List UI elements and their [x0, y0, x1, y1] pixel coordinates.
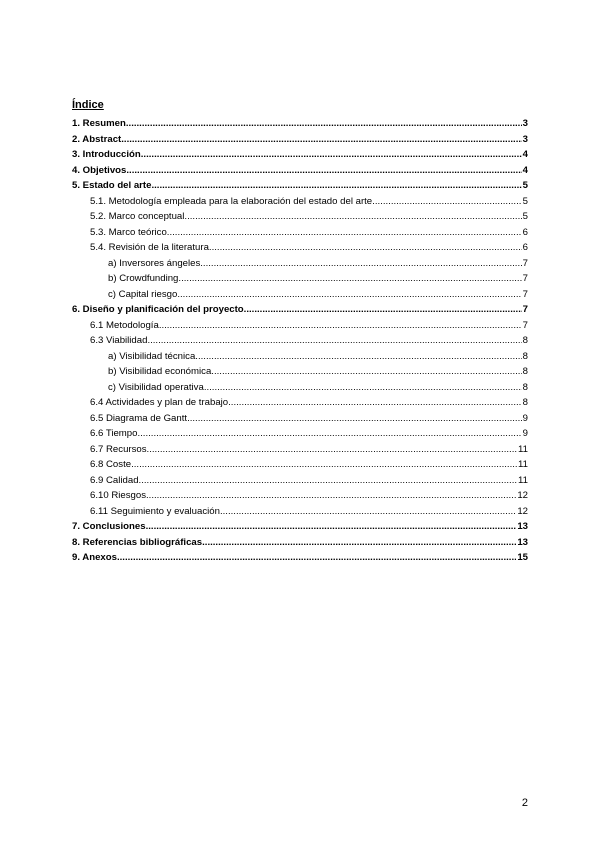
- toc-entry[interactable]: [72, 490, 528, 506]
- toc-entry-label: 6.8 Coste: [90, 459, 132, 470]
- toc-entry[interactable]: [72, 180, 528, 196]
- toc-leader-dots: [200, 258, 521, 269]
- toc-leader-dots: [228, 397, 522, 408]
- toc-leader-dots: [137, 428, 521, 439]
- toc-leader-dots: [220, 506, 516, 517]
- toc-entry[interactable]: [72, 506, 528, 522]
- toc-entry-page: 7: [522, 288, 528, 300]
- toc-entry-page: 5: [522, 211, 528, 222]
- toc-leader-dots: [147, 444, 518, 455]
- toc-leader-dots: [151, 180, 521, 191]
- toc-leader-dots: [177, 289, 521, 300]
- toc-entry[interactable]: [72, 289, 528, 305]
- toc-entry-page: 12: [517, 490, 528, 501]
- toc-entry-page: 8: [522, 366, 528, 377]
- toc-entry-label: 8. Referencias bibliográficas: [72, 536, 203, 548]
- toc-entry[interactable]: [72, 397, 528, 413]
- toc-entry-page: 12: [517, 505, 528, 517]
- toc-entry[interactable]: [72, 475, 528, 491]
- toc-entry-label: b) Visibilidad económica: [108, 366, 212, 377]
- toc-entry-label: 6.4 Actividades y plan de trabajo: [90, 397, 229, 408]
- page-number: 2: [521, 797, 528, 809]
- toc-entry-label: 6.7 Recursos: [90, 443, 147, 455]
- toc-leader-dots: [146, 490, 516, 501]
- toc-entry[interactable]: [72, 227, 528, 243]
- toc-entry-label: 5.1. Metodología empleada para la elaboración del estado del arte: [90, 195, 373, 207]
- toc-entry-page: 3: [522, 118, 528, 129]
- toc-entry-label: 5.4. Revisión de la literatura: [90, 242, 209, 253]
- toc-leader-dots: [117, 552, 516, 563]
- toc-entry-label: 6.11 Seguimiento y evaluación: [90, 505, 220, 517]
- toc-entry-page: 6: [522, 226, 528, 238]
- toc-entry-label: 5. Estado del arte: [72, 180, 152, 191]
- toc-leader-dots: [187, 413, 522, 424]
- toc-leader-dots: [202, 537, 516, 548]
- toc-entry-page: 8: [522, 350, 528, 362]
- toc-entry-label: 2. Abstract: [72, 133, 122, 145]
- toc-entry[interactable]: [72, 134, 528, 150]
- toc-entry-label: 7. Conclusiones: [72, 521, 146, 532]
- toc-entry-page: 11: [518, 474, 528, 486]
- toc-entry-page: 7: [522, 304, 528, 315]
- index-title: Índice: [72, 99, 104, 111]
- toc-leader-dots: [146, 521, 517, 532]
- toc-leader-dots: [147, 335, 521, 346]
- toc-leader-dots: [126, 165, 521, 176]
- toc-entry-label: 4. Objetivos: [72, 164, 127, 176]
- toc-leader-dots: [139, 475, 517, 486]
- toc-leader-dots: [195, 351, 521, 362]
- toc-entry-label: 6.3 Viabilidad: [90, 335, 148, 346]
- toc-leader-dots: [209, 242, 522, 253]
- toc-leader-dots: [126, 118, 522, 129]
- toc-entry-page: 7: [522, 319, 528, 331]
- toc-entry[interactable]: [72, 118, 528, 134]
- toc-entry-page: 4: [522, 164, 528, 176]
- toc-entry-label: a) Visibilidad técnica: [108, 350, 196, 362]
- toc-entry-page: 11: [518, 443, 528, 455]
- toc-entry-page: 7: [522, 273, 528, 284]
- toc-leader-dots: [244, 304, 522, 315]
- toc-entry-page: 6: [522, 242, 528, 253]
- toc-entry[interactable]: [72, 320, 528, 336]
- toc-entry-label: 6.1 Metodología: [90, 319, 159, 331]
- toc-entry-page: 15: [517, 552, 528, 563]
- toc-entry-page: 3: [522, 133, 528, 145]
- toc-entry-label: 6. Diseño y planificación del proyecto: [72, 304, 244, 315]
- toc-entry[interactable]: [72, 552, 528, 568]
- toc-leader-dots: [204, 382, 522, 393]
- toc-entry-label: b) Crowdfunding: [108, 273, 179, 284]
- toc-entry[interactable]: [72, 444, 528, 460]
- toc-entry-page: 8: [522, 397, 528, 408]
- toc-entry-page: 8: [522, 335, 528, 346]
- toc-entry[interactable]: [72, 335, 528, 351]
- toc-entry-label: 5.2. Marco conceptual: [90, 211, 185, 222]
- toc-entry-page: 9: [522, 412, 528, 424]
- toc-entry[interactable]: [72, 211, 528, 227]
- toc-entry[interactable]: [72, 149, 528, 165]
- toc-entry[interactable]: [72, 521, 528, 537]
- toc-entry-label: c) Visibilidad operativa: [108, 381, 204, 393]
- toc-entry-page: 13: [517, 521, 528, 532]
- toc-entry-label: 3. Introducción: [72, 149, 141, 160]
- toc-entry[interactable]: [72, 351, 528, 367]
- toc-entry-label: c) Capital riesgo: [108, 288, 178, 300]
- toc-entry-label: 6.10 Riesgos: [90, 490, 146, 501]
- toc-leader-dots: [167, 227, 522, 238]
- toc-entry[interactable]: [72, 242, 528, 258]
- toc-entry-label: 9. Anexos: [72, 552, 117, 563]
- toc-entry-page: 9: [522, 428, 528, 439]
- toc-entry[interactable]: [72, 304, 528, 320]
- toc-entry[interactable]: [72, 428, 528, 444]
- toc-entry[interactable]: [72, 537, 528, 553]
- toc-entry-page: 5: [522, 195, 528, 207]
- toc-entry-page: 7: [522, 257, 528, 269]
- toc-leader-dots: [372, 196, 522, 207]
- toc-entry[interactable]: [72, 273, 528, 289]
- toc-entry-page: 11: [518, 459, 528, 470]
- toc-entry[interactable]: [72, 366, 528, 382]
- toc-leader-dots: [121, 134, 521, 145]
- toc-leader-dots: [184, 211, 521, 222]
- toc-leader-dots: [159, 320, 522, 331]
- toc-entry-label: 6.5 Diagrama de Gantt: [90, 412, 188, 424]
- toc-entry[interactable]: [72, 413, 528, 429]
- toc-leader-dots: [178, 273, 521, 284]
- toc-entry[interactable]: [72, 382, 528, 398]
- toc-entry-label: a) Inversores ángeles: [108, 257, 201, 269]
- toc-entry-page: 4: [522, 149, 528, 160]
- toc-entry-page: 8: [522, 381, 528, 393]
- toc-entry-page: 5: [522, 180, 528, 191]
- toc-entry-label: 6.9 Calidad: [90, 474, 139, 486]
- toc-entry-label: 6.6 Tiempo: [90, 428, 138, 439]
- toc-entry-label: 1. Resumen: [72, 118, 126, 129]
- toc-entry[interactable]: [72, 258, 528, 274]
- toc-leader-dots: [211, 366, 521, 377]
- toc-leader-dots: [131, 459, 517, 470]
- toc-entry-page: 13: [517, 536, 528, 548]
- toc-entry[interactable]: [72, 459, 528, 475]
- table-of-contents: [72, 118, 528, 568]
- toc-entry[interactable]: [72, 196, 528, 212]
- toc-entry-label: 5.3. Marco teórico: [90, 226, 167, 238]
- toc-entry[interactable]: [72, 165, 528, 181]
- toc-leader-dots: [141, 149, 522, 160]
